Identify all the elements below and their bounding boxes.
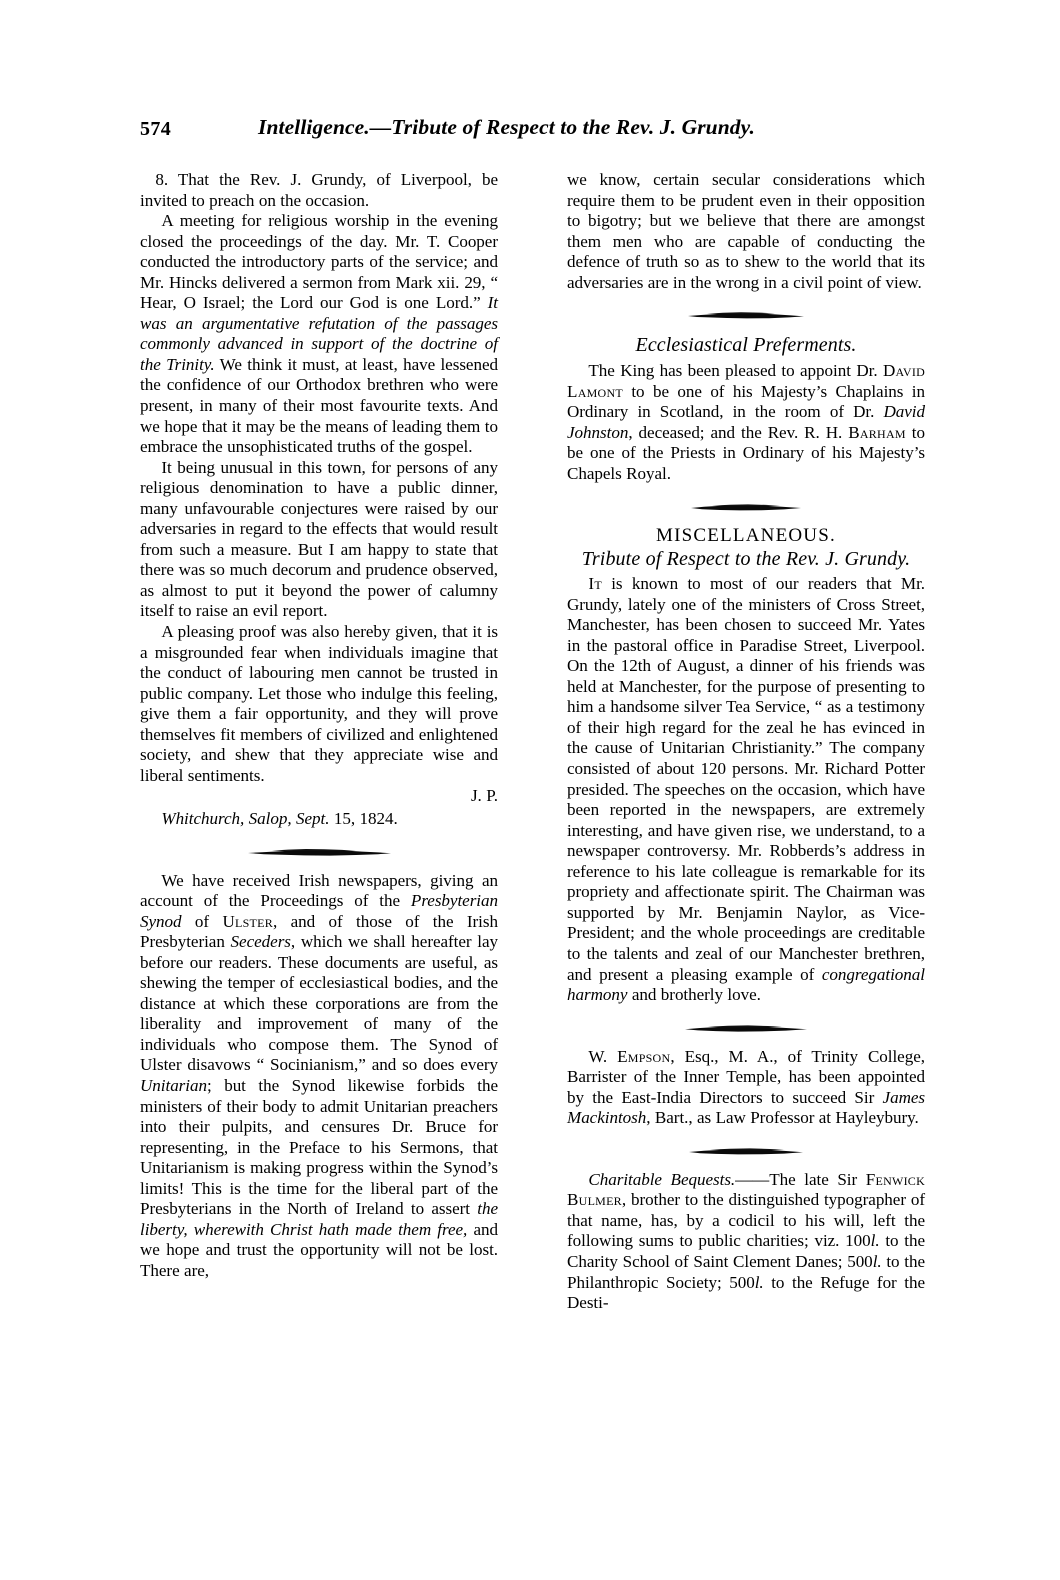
paragraph-king-appointments: The King has been pleased to appoint Dr. David Lamont to be one of his Majesty’s Chaplains in Ordinary in Scotland, in the room of Dr. David Johnston, deceased; and the Rev. R. H. Barham to be one of the Priests in Ordinary of his Majesty’s Chapels Royal.	[567, 361, 925, 484]
ornamental-divider	[567, 1015, 925, 1041]
dateline	[140, 809, 498, 830]
ornamental-divider	[567, 494, 925, 520]
heading-miscellaneous: MISCELLANEOUS.	[656, 524, 836, 546]
ornamental-divider	[567, 302, 925, 328]
dateline-place: Whitchurch, Salop, Sept.	[161, 808, 330, 828]
paragraph-resolution: 8. That the Rev. J. Grundy, of Liverpool, be invited to preach on the occasion.	[140, 170, 498, 210]
paragraph-empson: W. Empson, Esq., M. A., of Trinity College, Barrister of the Inner Temple, has been appointed by the East-India Directors to succeed Sir James Mackintosh, Bart., as Law Professor at Hayleybury.	[567, 1046, 925, 1128]
paragraph-grundy-tribute: It is known to most of our readers that Mr. Grundy, lately one of the ministers of Cross Street, Manchester, has been chosen to succeed Mr. Yates in the pastoral office in Paradise Street, Liverpool. On the 12th of August, a dinner of his friends was held at Manchester, for the purpose of presenting to him a handsome silver Tea Service, “ as a testimony of their high regard for the zeal he has evinced in the cause of Unitarian Christianity.” The company consisted of about 120 persons. Mr. Richard Potter presided. The speeches on the occasion, which have been reported in the newspapers, are extremely interesting, and have given rise, we understand, to a newspaper controversy. Mr. Robberds’s address in reference to his late colleague is remarkable for its propriety and affectionate spirit. The Chairman was supported by Mr. Benjamin Naylor, as Vice-President; and the whole proceedings are creditable to the talents and zeal of our Manchester brethren, and present a pleasing example of congregational harmony and brotherly love.	[567, 574, 925, 1005]
right-column	[567, 170, 925, 1314]
signature-line	[140, 786, 498, 807]
paragraph-dinner-decorum: It being unusual in this town, for persons of any religious denomination to have a public dinner, many unfavourable conjectures were raised by our adversaries in regard to the effects that would result from such a measure. But I am happy to state that there was so much decorum and prudence observed, as almost to put it beyond the power of calumny itself to raise an evil report.	[140, 457, 498, 621]
dateline-date: 15, 1824.	[333, 808, 398, 828]
ornamental-divider	[140, 839, 498, 865]
paragraph-pleasing-proof: A pleasing proof was also hereby given, that it is a misgrounded fear when individuals imagine that the conduct of labouring men cannot be trusted in public company. Let those who indulge this feeling, give them a fair opportunity, and they will prove themselves fit members of civilized and enlightened society, and shew that they appreciate wise and liberal sentiments.	[140, 622, 498, 785]
running-head-title: Intelligence.—Tribute of Respect to the Rev. J. Grundy.	[258, 115, 755, 139]
signature: J. P.	[470, 786, 498, 806]
column-container	[140, 170, 925, 1314]
paragraph-secular-considerations: we know, certain secular considerations which require them to be prudent even in their opposition to bigotry; but we believe that there are amongst them men who are capable of conducting the defence of truth so as to shew to the world that its adversaries are in the wrong in a civil point of view.	[567, 170, 925, 292]
paragraph-irish-newspapers: We have received Irish newspapers, giving an account of the Proceedings of the Presbyterian Synod of Ulster, and of those of the Irish Presbyterian Seceders, which we shall hereafter lay before our readers. These documents are useful, as shewing the temper of ecclesiastical bodies, and the distance at which these corporations are from the liberality and improvement of many of the individuals who compose them. The Synod of Ulster disavows “ Socinianism,” and so does every Unitarian; but the Synod likewise forbids the ministers of their body to admit Unitarian preachers into their pulpits, and censures Dr. Bruce for representing, in the Preface to his Sermons, that Unitarianism is making progress within the Synod’s limits! This is the time for the liberal part of the Presbyterians in the North of Ireland to assert the liberty, wherewith Christ hath made them free, and we hope and trust the opportunity will not be lost. There are,	[140, 870, 498, 1280]
page-number: 574	[140, 118, 172, 140]
heading-ecclesiastical-preferments: Ecclesiastical Preferments.	[635, 334, 857, 357]
paragraph-meeting: A meeting for religious worship in the evening closed the proceedings of the day. Mr. T. Cooper conducted the introductory parts of the service; and Mr. Hincks delivered a sermon from Mark xii. 29, “ Hear, O Israel; the Lord our God is one Lord.” It was an argumentative refutation of the passages commonly advanced in support of the doctrine of the Trinity. We think it must, at least, have lessened the confidence of our Orthodox brethren who were present, in many of their most favourite texts. And we hope that it may be the means of leading them to embrace the unsophisticated truths of the gospel.	[140, 211, 498, 457]
left-column	[140, 170, 498, 1314]
running-head	[140, 112, 925, 152]
ornamental-divider	[567, 1138, 925, 1164]
page-text-block	[140, 112, 925, 1314]
paragraph-charitable-bequests: Charitable Bequests.——The late Sir Fenwick Bulmer, brother to the distinguished typographer of that name, has, by a codicil to his will, left the following sums to public charities; viz. 100l. to the Charity School of Saint Clement Danes; 500l. to the Philanthropic Society; 500l. to the Refuge for the Desti-	[567, 1169, 926, 1313]
heading-grundy-tribute: Tribute of Respect to the Rev. J. Grundy.	[581, 548, 911, 571]
